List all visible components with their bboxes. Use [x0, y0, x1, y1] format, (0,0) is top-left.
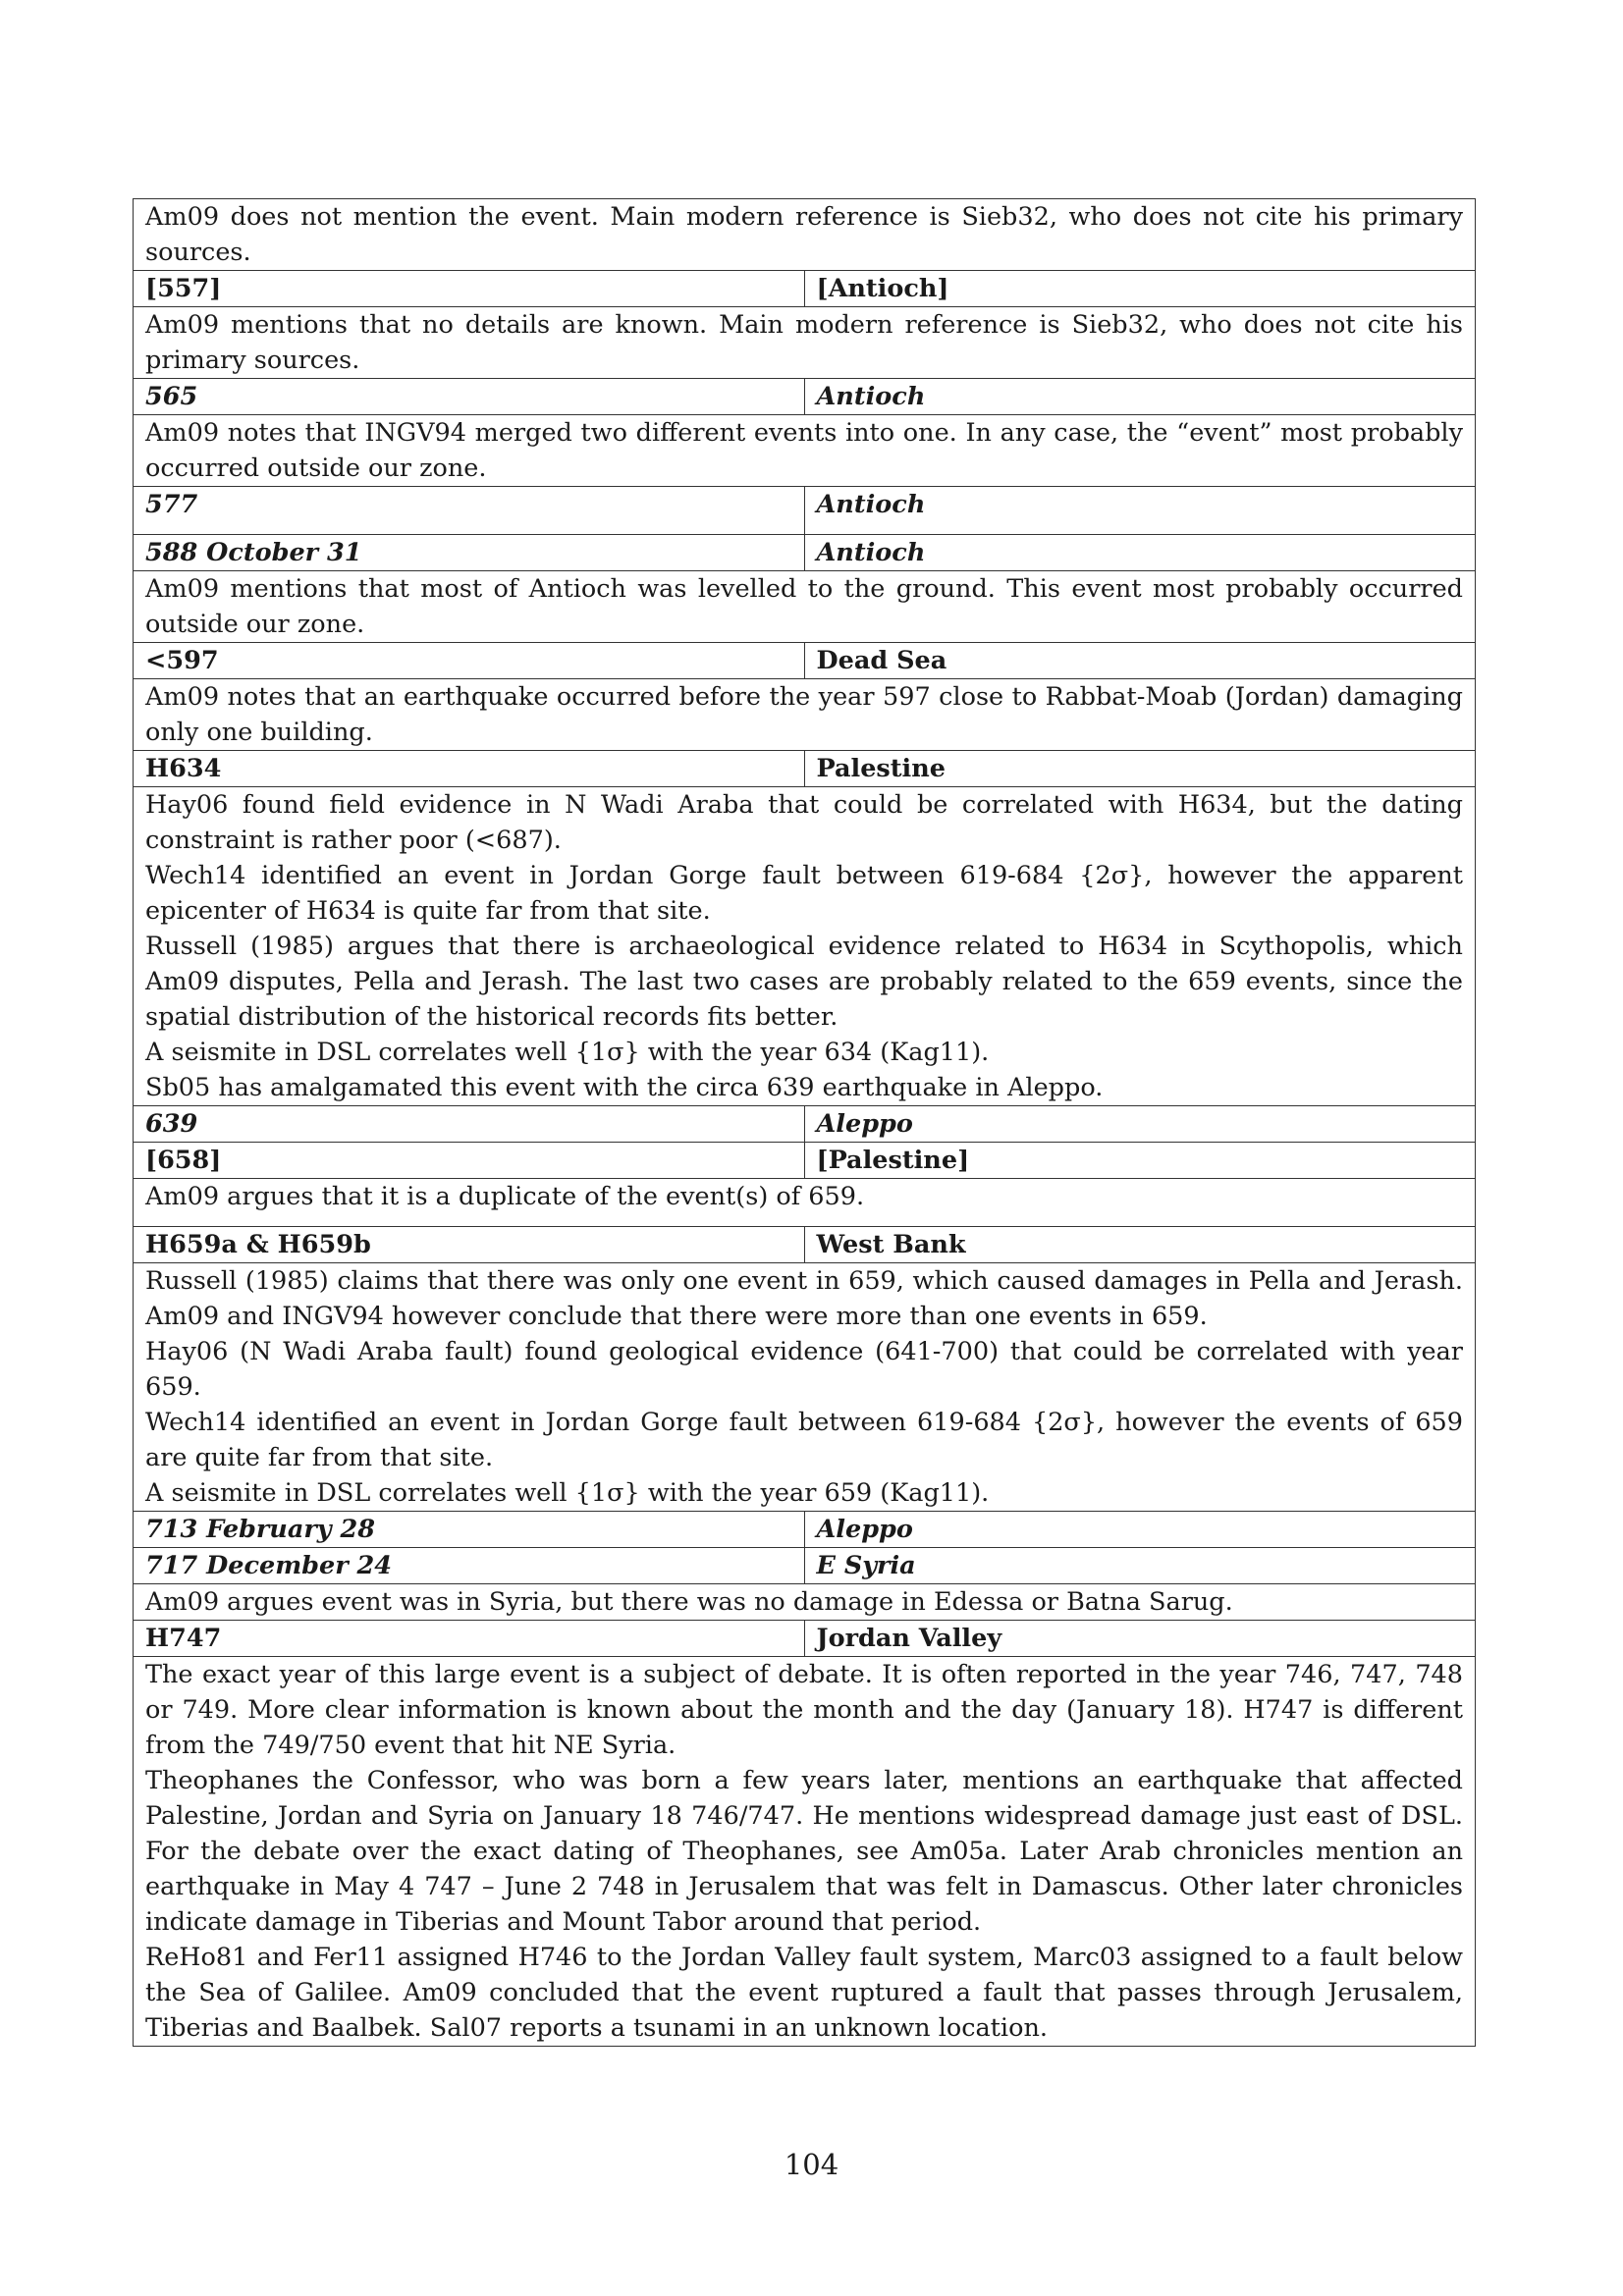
event-date-cell: H659a & H659b [134, 1227, 805, 1263]
description-paragraph: Russell (1985) argues that there is archaeological evidence related to H634 in Scythopolis, which Am09 disputes, Pella and Jerash. The last two cases are probably related to the 659 events, since the spatial distribution of the historical records fits better. [145, 932, 1463, 1032]
event-location-cell: Antioch [804, 379, 1476, 415]
description-paragraph: Am09 argues event was in Syria, but there was no damage in Edessa or Batna Sarug. [145, 1587, 1233, 1617]
event-description-row [134, 1584, 1476, 1621]
event-header-row [134, 751, 1476, 787]
event-description-cell [134, 787, 1476, 1106]
event-location-cell: West Bank [804, 1227, 1476, 1263]
event-description-cell [134, 1263, 1476, 1512]
event-location-cell: Antioch [804, 535, 1476, 571]
event-date-cell: 577 [134, 487, 805, 535]
event-description-row [134, 415, 1476, 487]
event-location-cell: Antioch [804, 487, 1476, 535]
event-description-row [134, 1263, 1476, 1512]
event-header-row [134, 1106, 1476, 1143]
event-description-cell [134, 679, 1476, 751]
event-header-row [134, 271, 1476, 307]
event-header-row [134, 1512, 1476, 1548]
event-date-cell: 588 October 31 [134, 535, 805, 571]
description-paragraph: A seismite in DSL correlates well {1σ} with the year 659 (Kag11). [145, 1478, 990, 1508]
description-paragraph: Sb05 has amalgamated this event with the circa 639 earthquake in Aleppo. [145, 1073, 1104, 1102]
event-date-cell: [557] [134, 271, 805, 307]
event-location-cell: [Palestine] [804, 1143, 1476, 1179]
event-description-cell [134, 199, 1476, 271]
event-description-row [134, 679, 1476, 751]
event-description-cell [134, 1584, 1476, 1621]
event-description-cell [134, 415, 1476, 487]
event-description-row [134, 199, 1476, 271]
description-paragraph: Hay06 (N Wadi Araba fault) found geological evidence (641-700) that could be correlated with year 659. [145, 1337, 1463, 1402]
table-body [134, 199, 1476, 2047]
description-paragraph: Am09 does not mention the event. Main modern reference is Sieb32, who does not cite his primary sources. [145, 202, 1463, 267]
description-paragraph: Am09 mentions that no details are known. Main modern reference is Sieb32, who does not cite his primary sources. [145, 310, 1463, 375]
event-date-cell: [658] [134, 1143, 805, 1179]
description-paragraph: A seismite in DSL correlates well {1σ} with the year 634 (Kag11). [145, 1038, 990, 1067]
event-date-cell: 713 February 28 [134, 1512, 805, 1548]
event-date-cell: 639 [134, 1106, 805, 1143]
description-paragraph: Russell (1985) claims that there was only one event in 659, which caused damages in Pella and Jerash. Am09 and INGV94 however conclude that there were more than one events in 659. [145, 1266, 1463, 1331]
event-description-row [134, 1179, 1476, 1227]
description-paragraph: Wech14 identified an event in Jordan Gorge fault between 619-684 {2σ}, however the apparent epicenter of H634 is quite far from that site. [145, 861, 1463, 926]
event-date-cell: H747 [134, 1621, 805, 1657]
event-location-cell: E Syria [804, 1548, 1476, 1584]
event-date-cell: H634 [134, 751, 805, 787]
event-date-cell: <597 [134, 643, 805, 679]
event-description-row [134, 571, 1476, 643]
event-location-cell: Aleppo [804, 1106, 1476, 1143]
event-header-row [134, 1227, 1476, 1263]
event-header-row [134, 535, 1476, 571]
description-paragraph: The exact year of this large event is a subject of debate. It is often reported in the year 746, 747, 748 or 749. More clear information is known about the month and the day (January 18). H747 is different from the 749/750 event that hit NE Syria. [145, 1660, 1463, 1760]
description-paragraph: Am09 argues that it is a duplicate of the event(s) of 659. [145, 1182, 865, 1211]
description-paragraph: Am09 notes that INGV94 merged two different events into one. In any case, the “event” most probably occurred outside our zone. [145, 418, 1463, 483]
event-description-cell [134, 1179, 1476, 1227]
event-location-cell: Dead Sea [804, 643, 1476, 679]
description-paragraph: ReHo81 and Fer11 assigned H746 to the Jordan Valley fault system, Marc03 assigned to a fault below the Sea of Galilee. Am09 concluded that the event ruptured a fault that passes through Jerusalem, Tiberias and Baalbek. Sal07 reports a tsunami in an unknown location. [145, 1943, 1463, 2043]
event-date-cell: 565 [134, 379, 805, 415]
earthquake-catalog-table [133, 198, 1476, 2047]
event-location-cell: [Antioch] [804, 271, 1476, 307]
description-paragraph: Theophanes the Confessor, who was born a few years later, mentions an earthquake that affected Palestine, Jordan and Syria on January 18 746/747. He mentions widespread damage just east of DSL. For the debate over the exact dating of Theophanes, see Am05a. Later Arab chronicles mention an earthquake in May 4 747 – June 2 748 in Jerusalem that was felt in Damascus. Other later chronicles indicate damage in Tiberias and Mount Tabor around that period. [145, 1766, 1463, 1937]
page-number: 104 [784, 2148, 839, 2181]
description-paragraph: Wech14 identified an event in Jordan Gorge fault between 619-684 {2σ}, however the events of 659 are quite far from that site. [145, 1408, 1463, 1472]
event-location-cell: Palestine [804, 751, 1476, 787]
event-description-cell [134, 1657, 1476, 2047]
event-header-row [134, 1143, 1476, 1179]
event-header-row [134, 379, 1476, 415]
event-header-row [134, 487, 1476, 535]
description-paragraph: Am09 notes that an earthquake occurred before the year 597 close to Rabbat-Moab (Jordan) damaging only one building. [145, 682, 1463, 747]
event-header-row [134, 1548, 1476, 1584]
event-date-cell: 717 December 24 [134, 1548, 805, 1584]
description-paragraph: Am09 mentions that most of Antioch was levelled to the ground. This event most probably occurred outside our zone. [145, 574, 1463, 639]
event-header-row [134, 1621, 1476, 1657]
event-header-row [134, 643, 1476, 679]
event-description-row [134, 307, 1476, 379]
event-location-cell: Jordan Valley [804, 1621, 1476, 1657]
event-description-row [134, 787, 1476, 1106]
event-description-cell [134, 571, 1476, 643]
event-description-row [134, 1657, 1476, 2047]
description-paragraph: Hay06 found field evidence in N Wadi Araba that could be correlated with H634, but the dating constraint is rather poor (<687). [145, 790, 1463, 855]
event-description-cell [134, 307, 1476, 379]
event-location-cell: Aleppo [804, 1512, 1476, 1548]
